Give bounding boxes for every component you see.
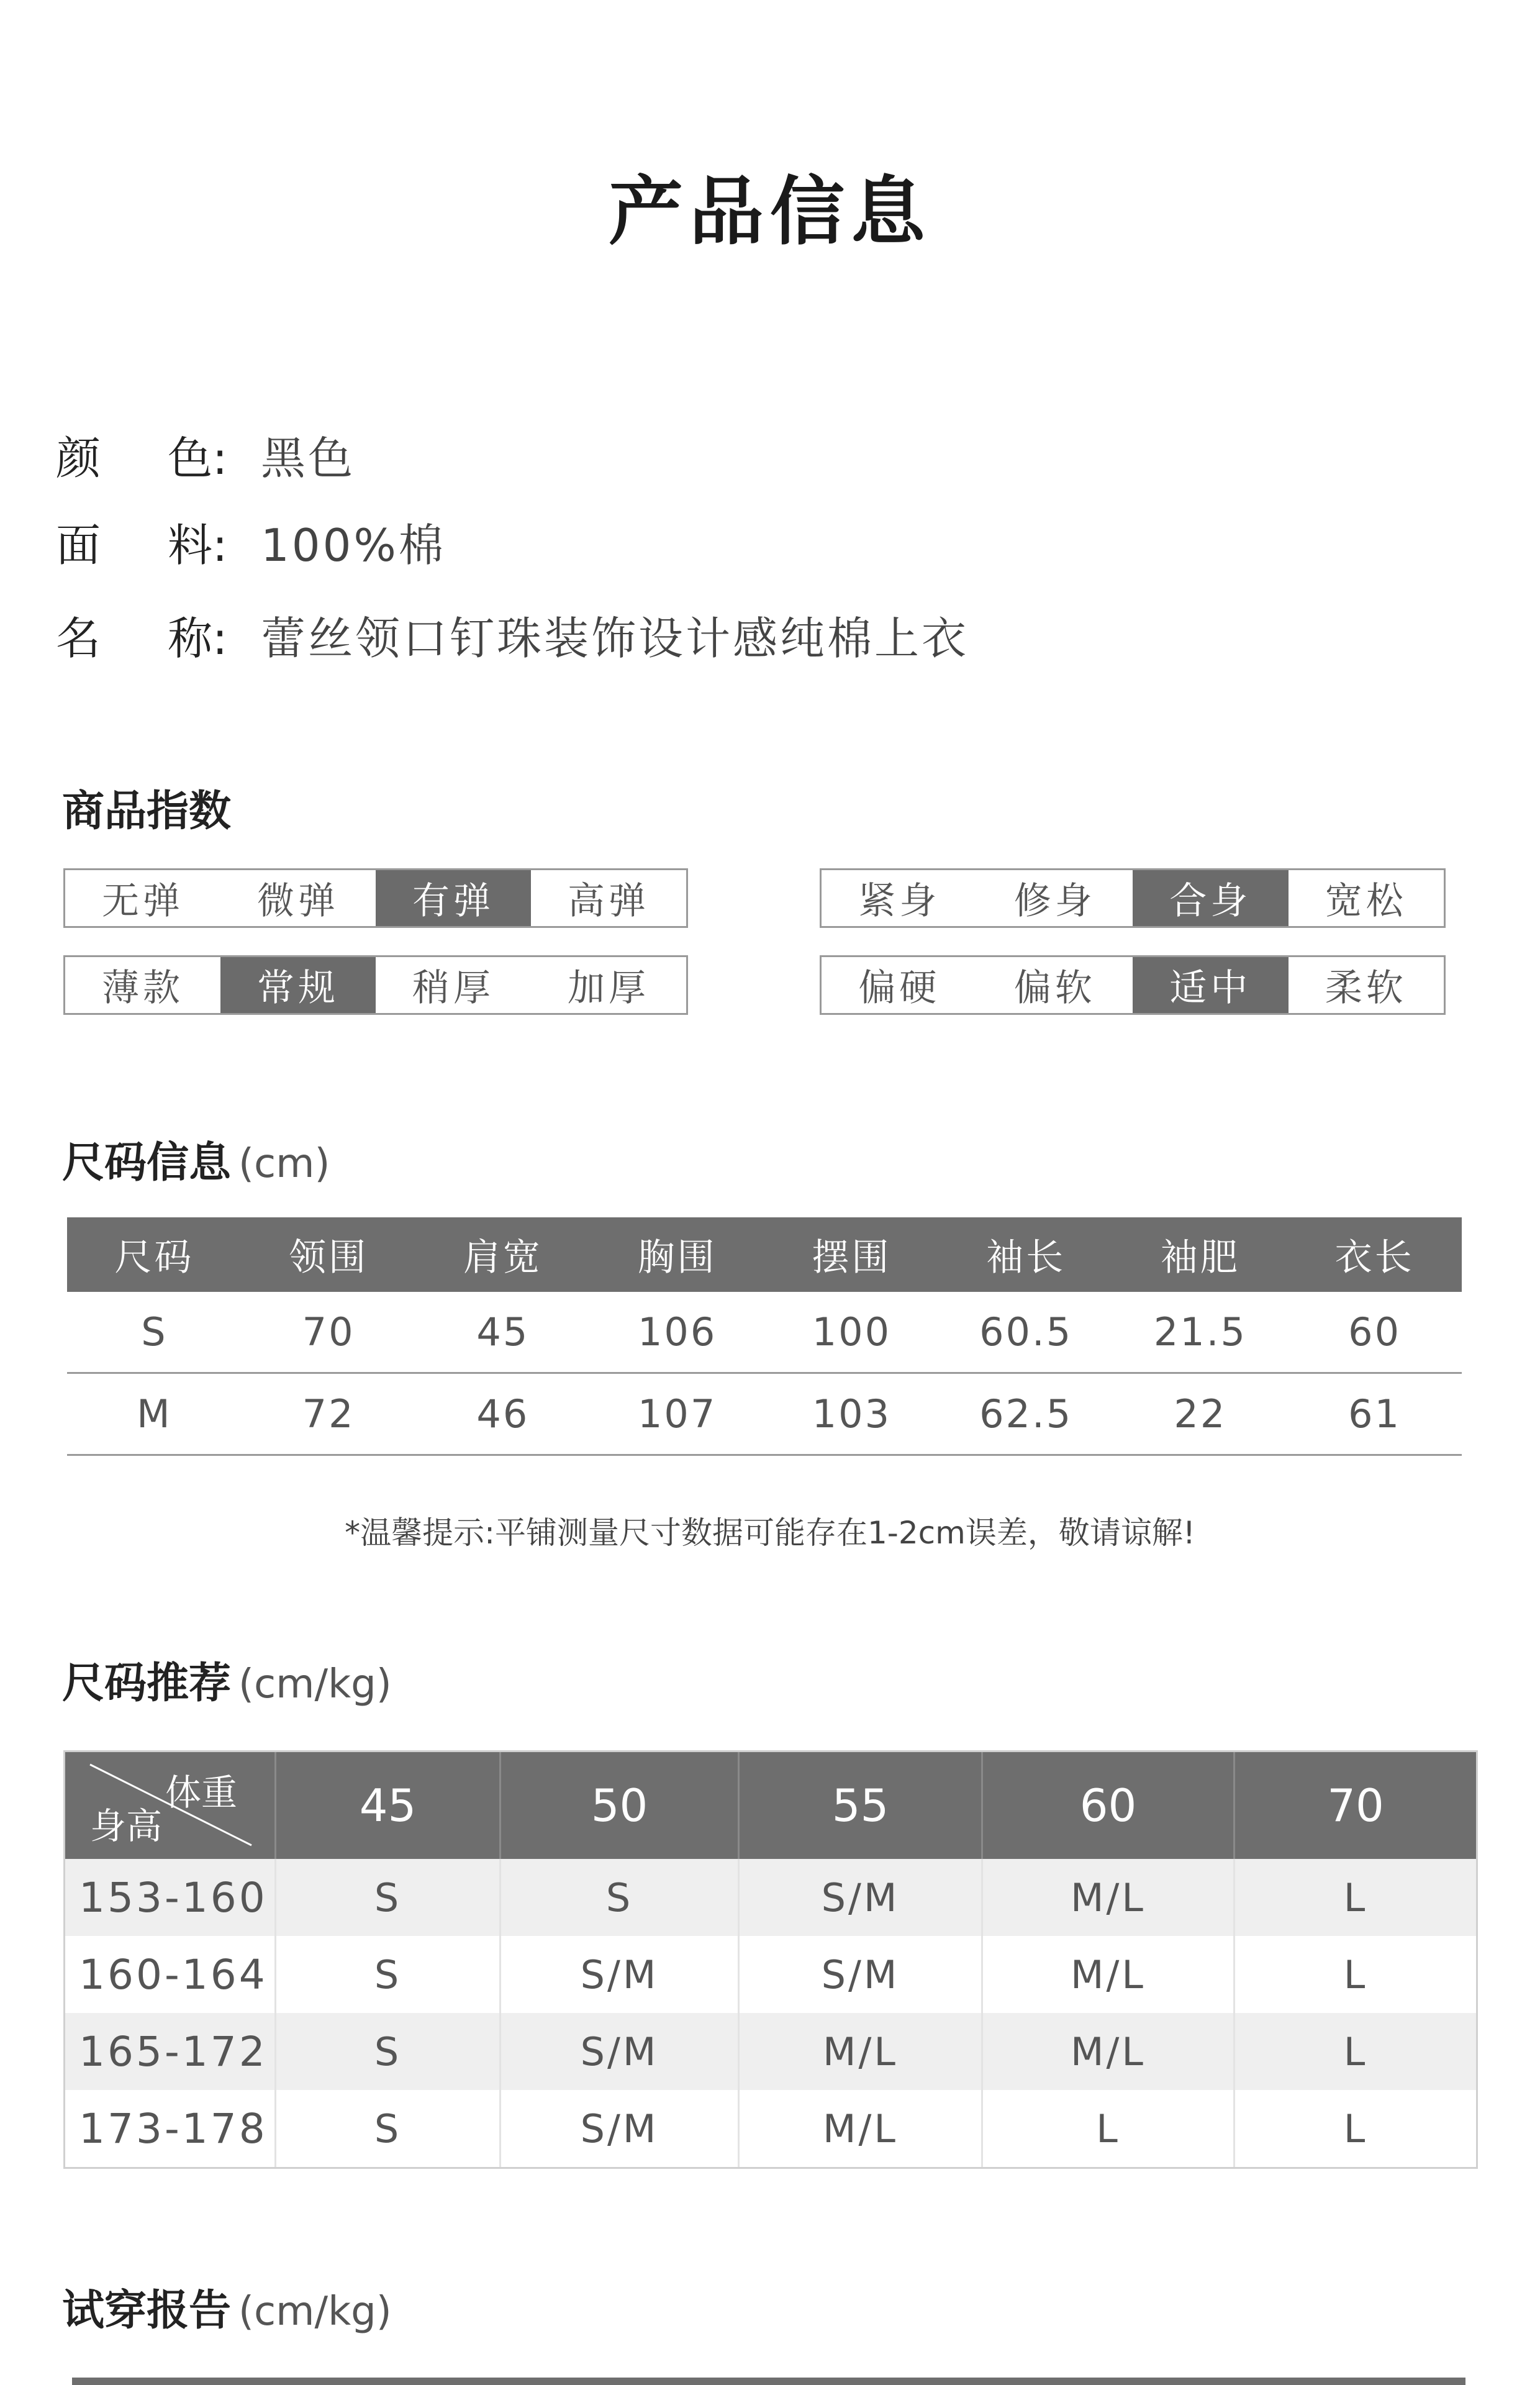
table-cell: 46	[476, 1391, 530, 1437]
table-cell: 100	[812, 1309, 892, 1355]
size-info-table	[67, 1217, 1462, 1456]
softness-option[interactable]: 柔软	[1325, 966, 1407, 1010]
table-row	[65, 2013, 1476, 2090]
size-table-header	[67, 1217, 1462, 1292]
table-cell: M/L	[983, 1936, 1235, 2013]
elasticity-selector	[63, 868, 688, 928]
info-label-color: 颜 色:	[56, 432, 228, 484]
fit-option-selected[interactable]: 合身	[1133, 870, 1289, 926]
measurement-note: *温馨提示:平铺测量尺寸数据可能存在1-2cm误差，敬请谅解!	[345, 1515, 1195, 1551]
thickness-selector	[63, 955, 688, 1015]
softness-option[interactable]: 偏软	[1013, 966, 1096, 1010]
info-value-color: 黑色	[261, 432, 356, 484]
softness-option-selected[interactable]: 适中	[1133, 957, 1289, 1013]
table-cell: 61	[1348, 1391, 1402, 1437]
weight-label: 体重	[165, 1771, 237, 1814]
table-row	[67, 1292, 1462, 1374]
size-info-title: 尺码信息 (cm)	[62, 1138, 330, 1188]
size-header-cell: 袖肥	[1160, 1236, 1240, 1279]
size-rec-title: 尺码推荐 (cm/kg)	[62, 1659, 392, 1708]
thickness-option[interactable]: 加厚	[568, 966, 650, 1010]
weight-header: 45	[276, 1752, 501, 1859]
trial-report-title: 试穿报告 (cm/kg)	[62, 2286, 392, 2335]
height-label: 身高	[90, 1805, 163, 1847]
table-cell: S/M	[501, 2013, 740, 2090]
table-cell: S/M	[740, 1936, 983, 2013]
page-title: 产品信息	[609, 169, 931, 255]
table-cell: M	[137, 1391, 172, 1437]
table-row	[65, 2090, 1476, 2167]
thickness-option[interactable]: 稍厚	[412, 966, 494, 1010]
height-range: 153-160	[65, 1859, 276, 1936]
size-header-cell: 肩宽	[463, 1236, 543, 1279]
table-cell: L	[983, 2090, 1235, 2167]
softness-option[interactable]: 偏硬	[858, 966, 941, 1010]
info-row-name	[56, 602, 969, 667]
table-row	[65, 1936, 1476, 2013]
table-cell: M/L	[740, 2013, 983, 2090]
elasticity-option-selected[interactable]: 有弹	[376, 870, 531, 926]
trial-table-header-bar	[72, 2378, 1465, 2385]
table-cell: 70	[302, 1309, 355, 1355]
fit-option[interactable]: 修身	[1013, 879, 1096, 923]
table-cell: M/L	[740, 2090, 983, 2167]
table-cell: S	[276, 1936, 501, 2013]
table-cell: S	[276, 2013, 501, 2090]
weight-header: 50	[501, 1752, 740, 1859]
thickness-option-selected[interactable]: 常规	[220, 957, 376, 1013]
softness-selector	[820, 955, 1446, 1015]
size-header-cell: 衣长	[1334, 1236, 1415, 1279]
table-cell: S	[276, 1859, 501, 1936]
table-cell: 106	[637, 1309, 717, 1355]
elasticity-option[interactable]: 无弹	[102, 879, 184, 923]
size-recommendation-table	[63, 1750, 1478, 2169]
info-label-fabric: 面 料:	[56, 519, 228, 571]
table-cell: 107	[637, 1391, 717, 1437]
table-cell: M/L	[983, 1859, 1235, 1936]
size-header-cell: 摆围	[812, 1236, 892, 1279]
table-cell: S/M	[501, 2090, 740, 2167]
info-label-name: 名 称:	[56, 612, 228, 665]
table-cell: S/M	[501, 1936, 740, 2013]
height-range: 173-178	[65, 2090, 276, 2167]
info-row-color	[56, 422, 355, 487]
table-cell: L	[1343, 2106, 1368, 2151]
table-row	[65, 1859, 1476, 1936]
height-range: 165-172	[65, 2013, 276, 2090]
table-cell: M/L	[983, 2013, 1235, 2090]
table-row	[67, 1374, 1462, 1456]
table-cell: S	[501, 1859, 740, 1936]
table-cell: L	[1343, 1951, 1368, 1997]
info-value-name: 蕾丝领口钉珠装饰设计感纯棉上衣	[261, 612, 969, 665]
info-row-fabric	[56, 509, 446, 574]
table-cell: 60	[1348, 1309, 1402, 1355]
weight-header: 55	[740, 1752, 983, 1859]
height-range: 160-164	[65, 1936, 276, 2013]
table-cell: 22	[1174, 1391, 1227, 1437]
size-header-cell: 尺码	[114, 1236, 194, 1279]
info-value-fabric: 100%棉	[261, 519, 446, 571]
fit-option[interactable]: 紧身	[858, 879, 941, 923]
table-cell: 62.5	[979, 1391, 1073, 1437]
table-cell: L	[1343, 2028, 1368, 2074]
index-section-title: 商品指数	[62, 787, 232, 836]
rec-table-header	[65, 1752, 1476, 1859]
weight-header: 70	[1327, 1779, 1384, 1832]
weight-header: 60	[983, 1752, 1235, 1859]
elasticity-option[interactable]: 微弹	[257, 879, 339, 923]
size-header-cell: 领围	[289, 1236, 369, 1279]
thickness-option[interactable]: 薄款	[102, 966, 184, 1010]
fit-selector	[820, 868, 1446, 928]
table-cell: S	[141, 1309, 168, 1355]
table-cell: S/M	[740, 1859, 983, 1936]
table-cell: 60.5	[979, 1309, 1073, 1355]
table-cell: 45	[476, 1309, 530, 1355]
size-header-cell: 袖长	[986, 1236, 1066, 1279]
fit-option[interactable]: 宽松	[1325, 879, 1407, 923]
rec-corner-cell	[65, 1752, 276, 1859]
table-cell: 21.5	[1153, 1309, 1247, 1355]
table-cell: 103	[812, 1391, 892, 1437]
table-cell: L	[1343, 1874, 1368, 1920]
size-header-cell: 胸围	[637, 1236, 717, 1279]
table-cell: 72	[302, 1391, 355, 1437]
elasticity-option[interactable]: 高弹	[568, 879, 650, 923]
table-cell: S	[276, 2090, 501, 2167]
